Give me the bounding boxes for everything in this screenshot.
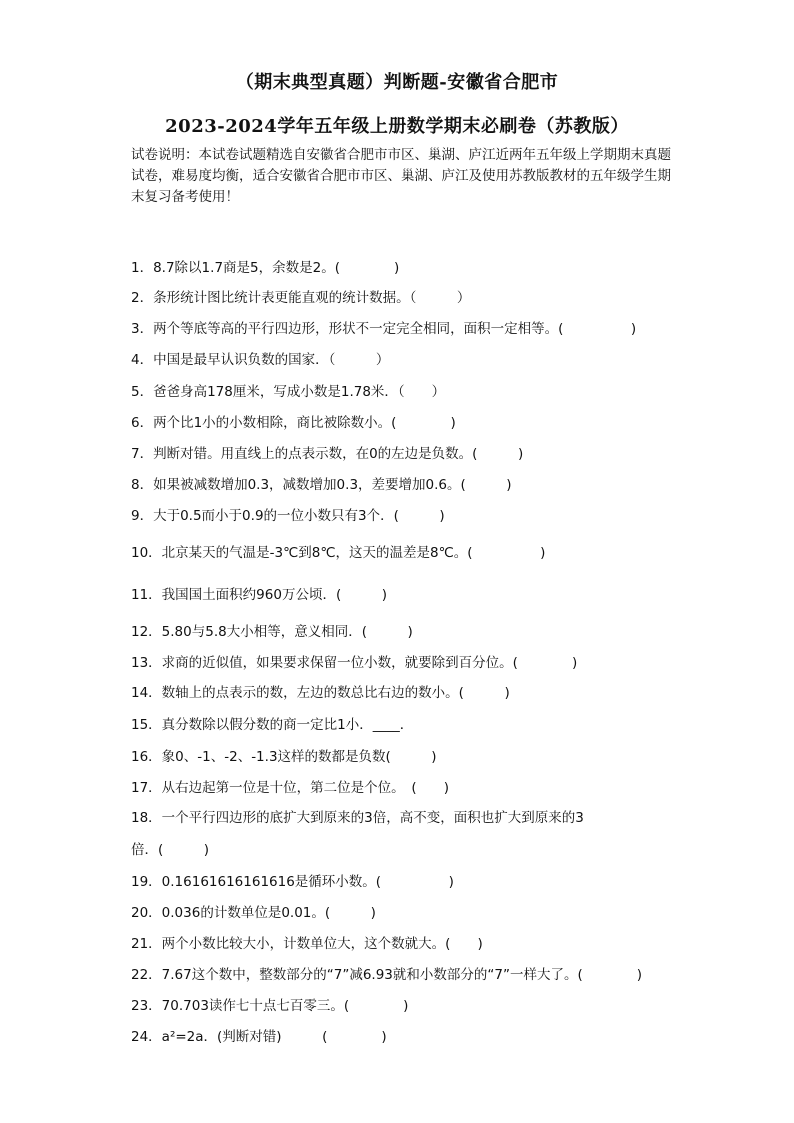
- question-item: 20．0.036的计数单位是0.01。( ): [131, 905, 376, 921]
- question-item: 2．条形统计图比统计表更能直观的统计数据。（ ）: [131, 290, 471, 306]
- question-item: 12．5.80与5.8大小相等，意义相同．( ): [131, 624, 413, 640]
- exam-instructions: 试卷说明：本试卷试题精选自安徽省合肥市市区、巢湖、庐江近两年五年级上学期期末真题试卷，难易度均衡，适合安徽省合肥市市区、巢湖、庐江及使用苏教版教材的五年级学生期末复习备考使用！: [131, 147, 671, 205]
- question-item: 1．8.7除以1.7商是5，余数是2。( ): [131, 260, 400, 276]
- question-item: 16．象0、-1、-2、-1.3这样的数都是负数( ): [131, 749, 437, 765]
- question-item: 6．两个比1小的小数相除，商比被除数小。( ): [131, 415, 456, 431]
- question-item: 22．7.67这个数中，整数部分的“7”减6.93就和小数部分的“7”一样大了。( ): [131, 967, 642, 983]
- question-item: 5．爸爸身高178厘米，写成小数是1.78米．（ ）: [131, 384, 446, 400]
- question-item: 23．70.703读作七十点七百零三。( ): [131, 998, 409, 1014]
- page-subtitle: 2023-2024学年五年级上册数学期末必刷卷（苏教版）: [165, 116, 629, 137]
- question-item: 24．a²=2a．(判断对错) ( ): [131, 1029, 387, 1045]
- question-item: 19．0.16161616161616是循环小数。( ): [131, 874, 454, 890]
- question-item: 4．中国是最早认识负数的国家．（ ）: [131, 352, 390, 368]
- question-item: 21．两个小数比较大小，计数单位大，这个数就大。( ): [131, 936, 483, 952]
- question-item-continued: 倍．( ): [131, 842, 210, 858]
- question-item: 11．我国国土面积约960万公顷．( ): [131, 587, 387, 603]
- question-item: 8．如果被减数增加0.3，减数增加0.3，差要增加0.6。( ): [131, 477, 512, 493]
- question-item: 9．大于0.5而小于0.9的一位小数只有3个．( ): [131, 508, 445, 524]
- question-item: 10．北京某天的气温是-3℃到8℃，这天的温差是8℃。( ): [131, 545, 546, 561]
- page-title: （期末典型真题）判断题-安徽省合肥市: [235, 72, 559, 93]
- question-item: 15．真分数除以假分数的商一定比1小．____．: [131, 717, 414, 733]
- question-item: 7．判断对错。用直线上的点表示数，在0的左边是负数。( ): [131, 446, 524, 462]
- question-item: 14．数轴上的点表示的数，左边的数总比右边的数小。( ): [131, 685, 510, 701]
- question-item: 3．两个等底等高的平行四边形，形状不一定完全相同，面积一定相等。( ): [131, 321, 637, 337]
- question-item: 13．求商的近似值，如果要求保留一位小数，就要除到百分位。( ): [131, 655, 578, 671]
- question-item: 18．一个平行四边形的底扩大到原来的3倍，高不变，面积也扩大到原来的3: [131, 810, 584, 826]
- question-item: 17．从右边起第一位是十位，第二位是个位。 ( ): [131, 780, 449, 796]
